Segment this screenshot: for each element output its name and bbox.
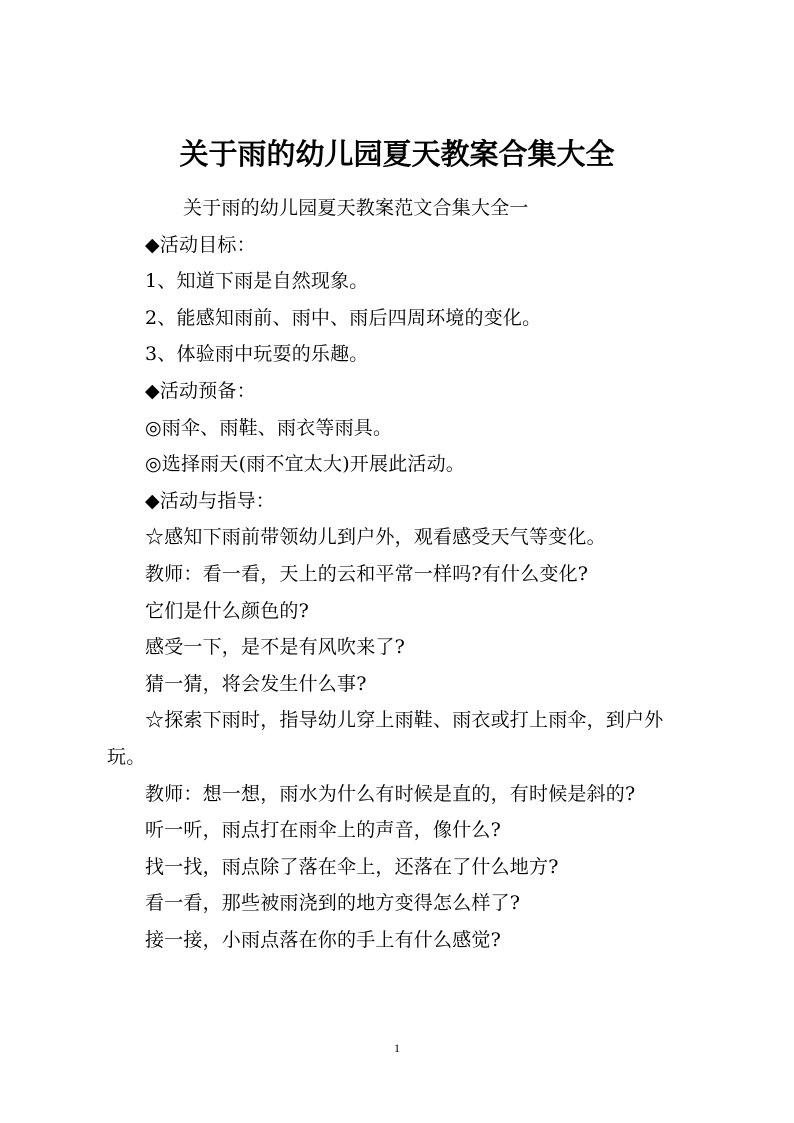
heading-activity-guidance: ◆活动与指导： — [145, 489, 276, 512]
guidance-paragraph: 它们是什么颜色的? — [145, 599, 309, 622]
guidance-paragraph: 看一看，那些被雨浇到的地方变得怎么样了? — [145, 892, 521, 915]
heading-activity-preparation: ◆活动预备： — [145, 379, 256, 402]
goal-item: 2、能感知雨前、雨中、雨后四周环境的变化。 — [145, 306, 542, 329]
guidance-paragraph: 接一接，小雨点落在你的手上有什么感觉? — [145, 928, 501, 951]
preparation-item: ◎选择雨天(雨不宜太大)开展此活动。 — [145, 453, 466, 476]
document-body — [107, 190, 697, 958]
section-subtitle: 关于雨的幼儿园夏天教案范文合集大全一 — [183, 197, 529, 219]
heading-activity-goals: ◆活动目标： — [145, 233, 256, 256]
guidance-paragraph: ☆感知下雨前带领幼儿到户外，观看感受天气等变化。 — [145, 526, 606, 549]
preparation-item: ◎雨伞、雨鞋、雨衣等雨具。 — [145, 416, 393, 439]
guidance-paragraph: 感受一下，是不是有风吹来了? — [145, 636, 405, 659]
guidance-paragraph: 教师：看一看，天上的云和平常一样吗?有什么变化? — [145, 562, 589, 585]
guidance-paragraph: 听一听，雨点打在雨伞上的声音，像什么? — [145, 819, 501, 842]
goal-item: 3、体验雨中玩耍的乐趣。 — [145, 343, 369, 366]
guidance-paragraph: 教师：想一想，雨水为什么有时候是直的，有时候是斜的? — [145, 782, 636, 805]
document-title: 关于雨的幼儿园夏天教案合集大全 — [179, 137, 615, 171]
guidance-paragraph: 找一找，雨点除了落在伞上，还落在了什么地方? — [145, 855, 559, 878]
guidance-paragraph: ☆探索下雨时，指导幼儿穿上雨鞋、雨衣或打上雨伞，到户外玩。 — [107, 709, 664, 768]
page-number: 1 — [394, 1041, 400, 1055]
goal-item: 1、知道下雨是自然现象。 — [145, 270, 369, 293]
guidance-paragraph: 猜一猜，将会发生什么事? — [145, 672, 367, 695]
